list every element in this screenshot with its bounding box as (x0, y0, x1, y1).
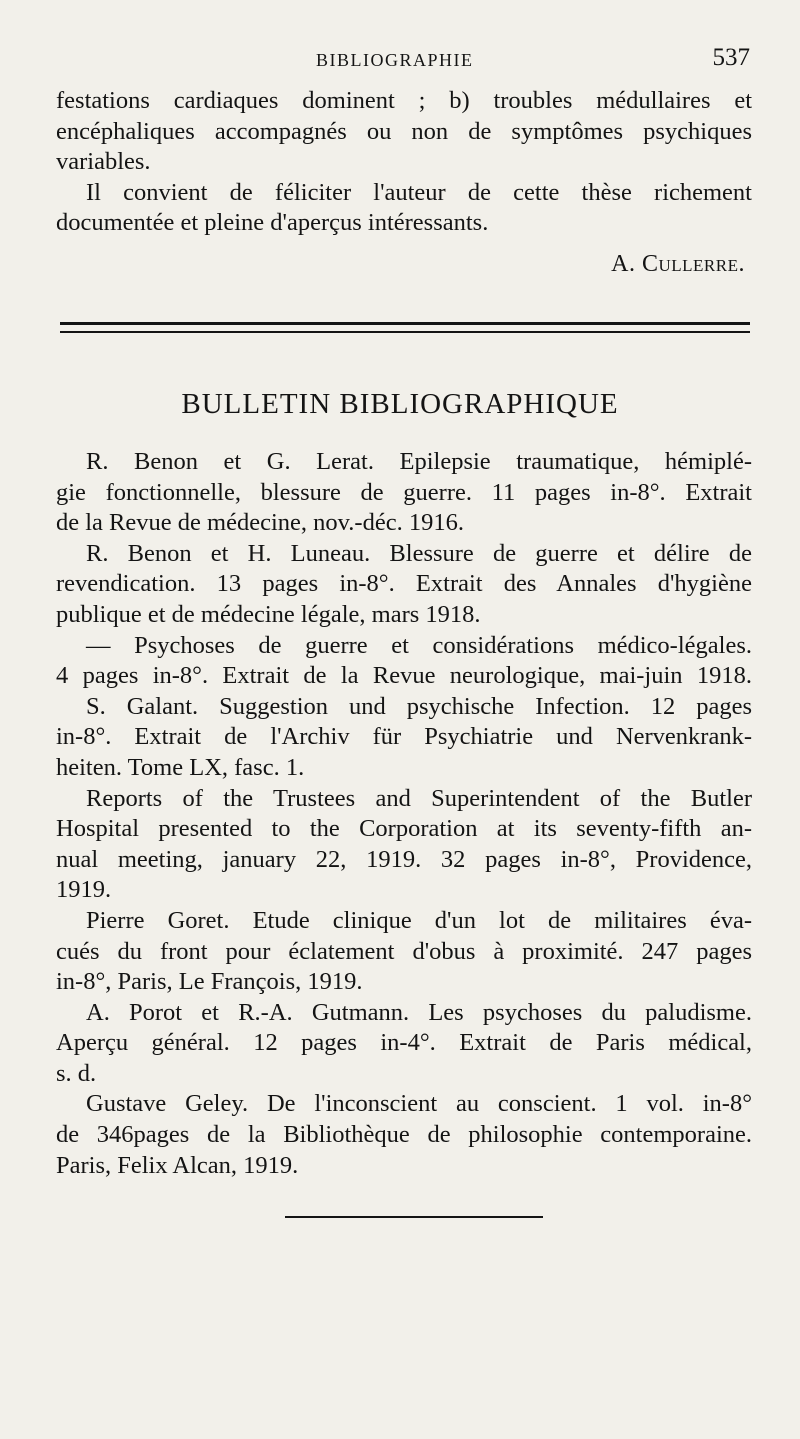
reviewer-signature: A. Cullerre. (611, 251, 745, 277)
bibliography-line: de 346pages de la Bibliothèque de philosophie contemporaine. (56, 1121, 752, 1149)
text-line: variables. (56, 148, 151, 176)
bibliography-line: publique et de médecine légale, mars 1918. (56, 600, 481, 628)
text-line: Il convient de féliciter l'auteur de cette thèse richement (86, 178, 752, 206)
running-title: BIBLIOGRAPHIE (316, 50, 474, 70)
bibliography-line: — Psychoses de guerre et considérations médico-légales. (86, 631, 752, 659)
bibliography-list (56, 447, 752, 1181)
bibliography-line: s. d. (56, 1059, 97, 1087)
running-head (60, 44, 750, 76)
bibliography-line: Paris, Felix Alcan, 1919. (56, 1151, 299, 1179)
bibliography-line: revendication. 13 pages in-8°. Extrait des Annales d'hygiène (56, 570, 752, 598)
bibliography-line: cués du front pour éclatement d'obus à proximité. 247 pages (56, 937, 752, 965)
bibliography-line: heiten. Tome LX, fasc. 1. (56, 753, 305, 781)
bibliography-line: Hospital presented to the Corporation at its seventy-fifth an- (56, 815, 752, 843)
bibliography-line: Aperçu général. 12 pages in-4°. Extrait de Paris médical, (56, 1029, 752, 1057)
bibliography-line: gie fonctionnelle, blessure de guerre. 11 pages in-8°. Extrait (56, 478, 752, 506)
section-divider-thin (60, 331, 750, 333)
text-line: festations cardiaques dominent ; b) troubles médullaires et (56, 87, 752, 114)
bibliography-line: in-8°, Paris, Le François, 1919. (56, 968, 363, 996)
review-conclusion (56, 86, 752, 239)
section-divider-thick (60, 322, 750, 325)
bibliography-line: Reports of the Trustees and Superintendent of the Butler (86, 784, 752, 812)
text-line: documentée et pleine d'aperçus intéressants. (56, 209, 489, 237)
bibliography-line: nual meeting, january 22, 1919. 32 pages in-8°, Providence, (56, 845, 752, 873)
bibliography-line: R. Benon et G. Lerat. Epilepsie traumatique, hémiplé- (86, 448, 752, 475)
bibliography-line: Gustave Geley. De l'inconscient au conscient. 1 vol. in-8° (86, 1090, 752, 1118)
bibliography-line: S. Galant. Suggestion und psychische Infection. 12 pages (86, 692, 752, 720)
bibliography-line: in-8°. Extrait de l'Archiv für Psychiatrie und Nervenkrank- (56, 723, 752, 751)
closing-rule (285, 1216, 543, 1218)
section-heading: BULLETIN BIBLIOGRAPHIQUE (181, 388, 619, 420)
bibliography-line: Pierre Goret. Etude clinique d'un lot de militaires éva- (86, 906, 752, 934)
bibliography-line: 1919. (56, 876, 112, 904)
page-number: 537 (712, 44, 750, 71)
bibliography-line: 4 pages in-8°. Extrait de la Revue neurologique, mai-juin 1918. (56, 662, 752, 690)
text-line: encéphaliques accompagnés ou non de symptômes psychiques (56, 117, 752, 145)
bibliography-line: R. Benon et H. Luneau. Blessure de guerre et délire de (86, 539, 752, 567)
bibliography-line: A. Porot et R.-A. Gutmann. Les psychoses du paludisme. (86, 998, 752, 1026)
bibliography-line: de la Revue de médecine, nov.-déc. 1916. (56, 509, 464, 537)
